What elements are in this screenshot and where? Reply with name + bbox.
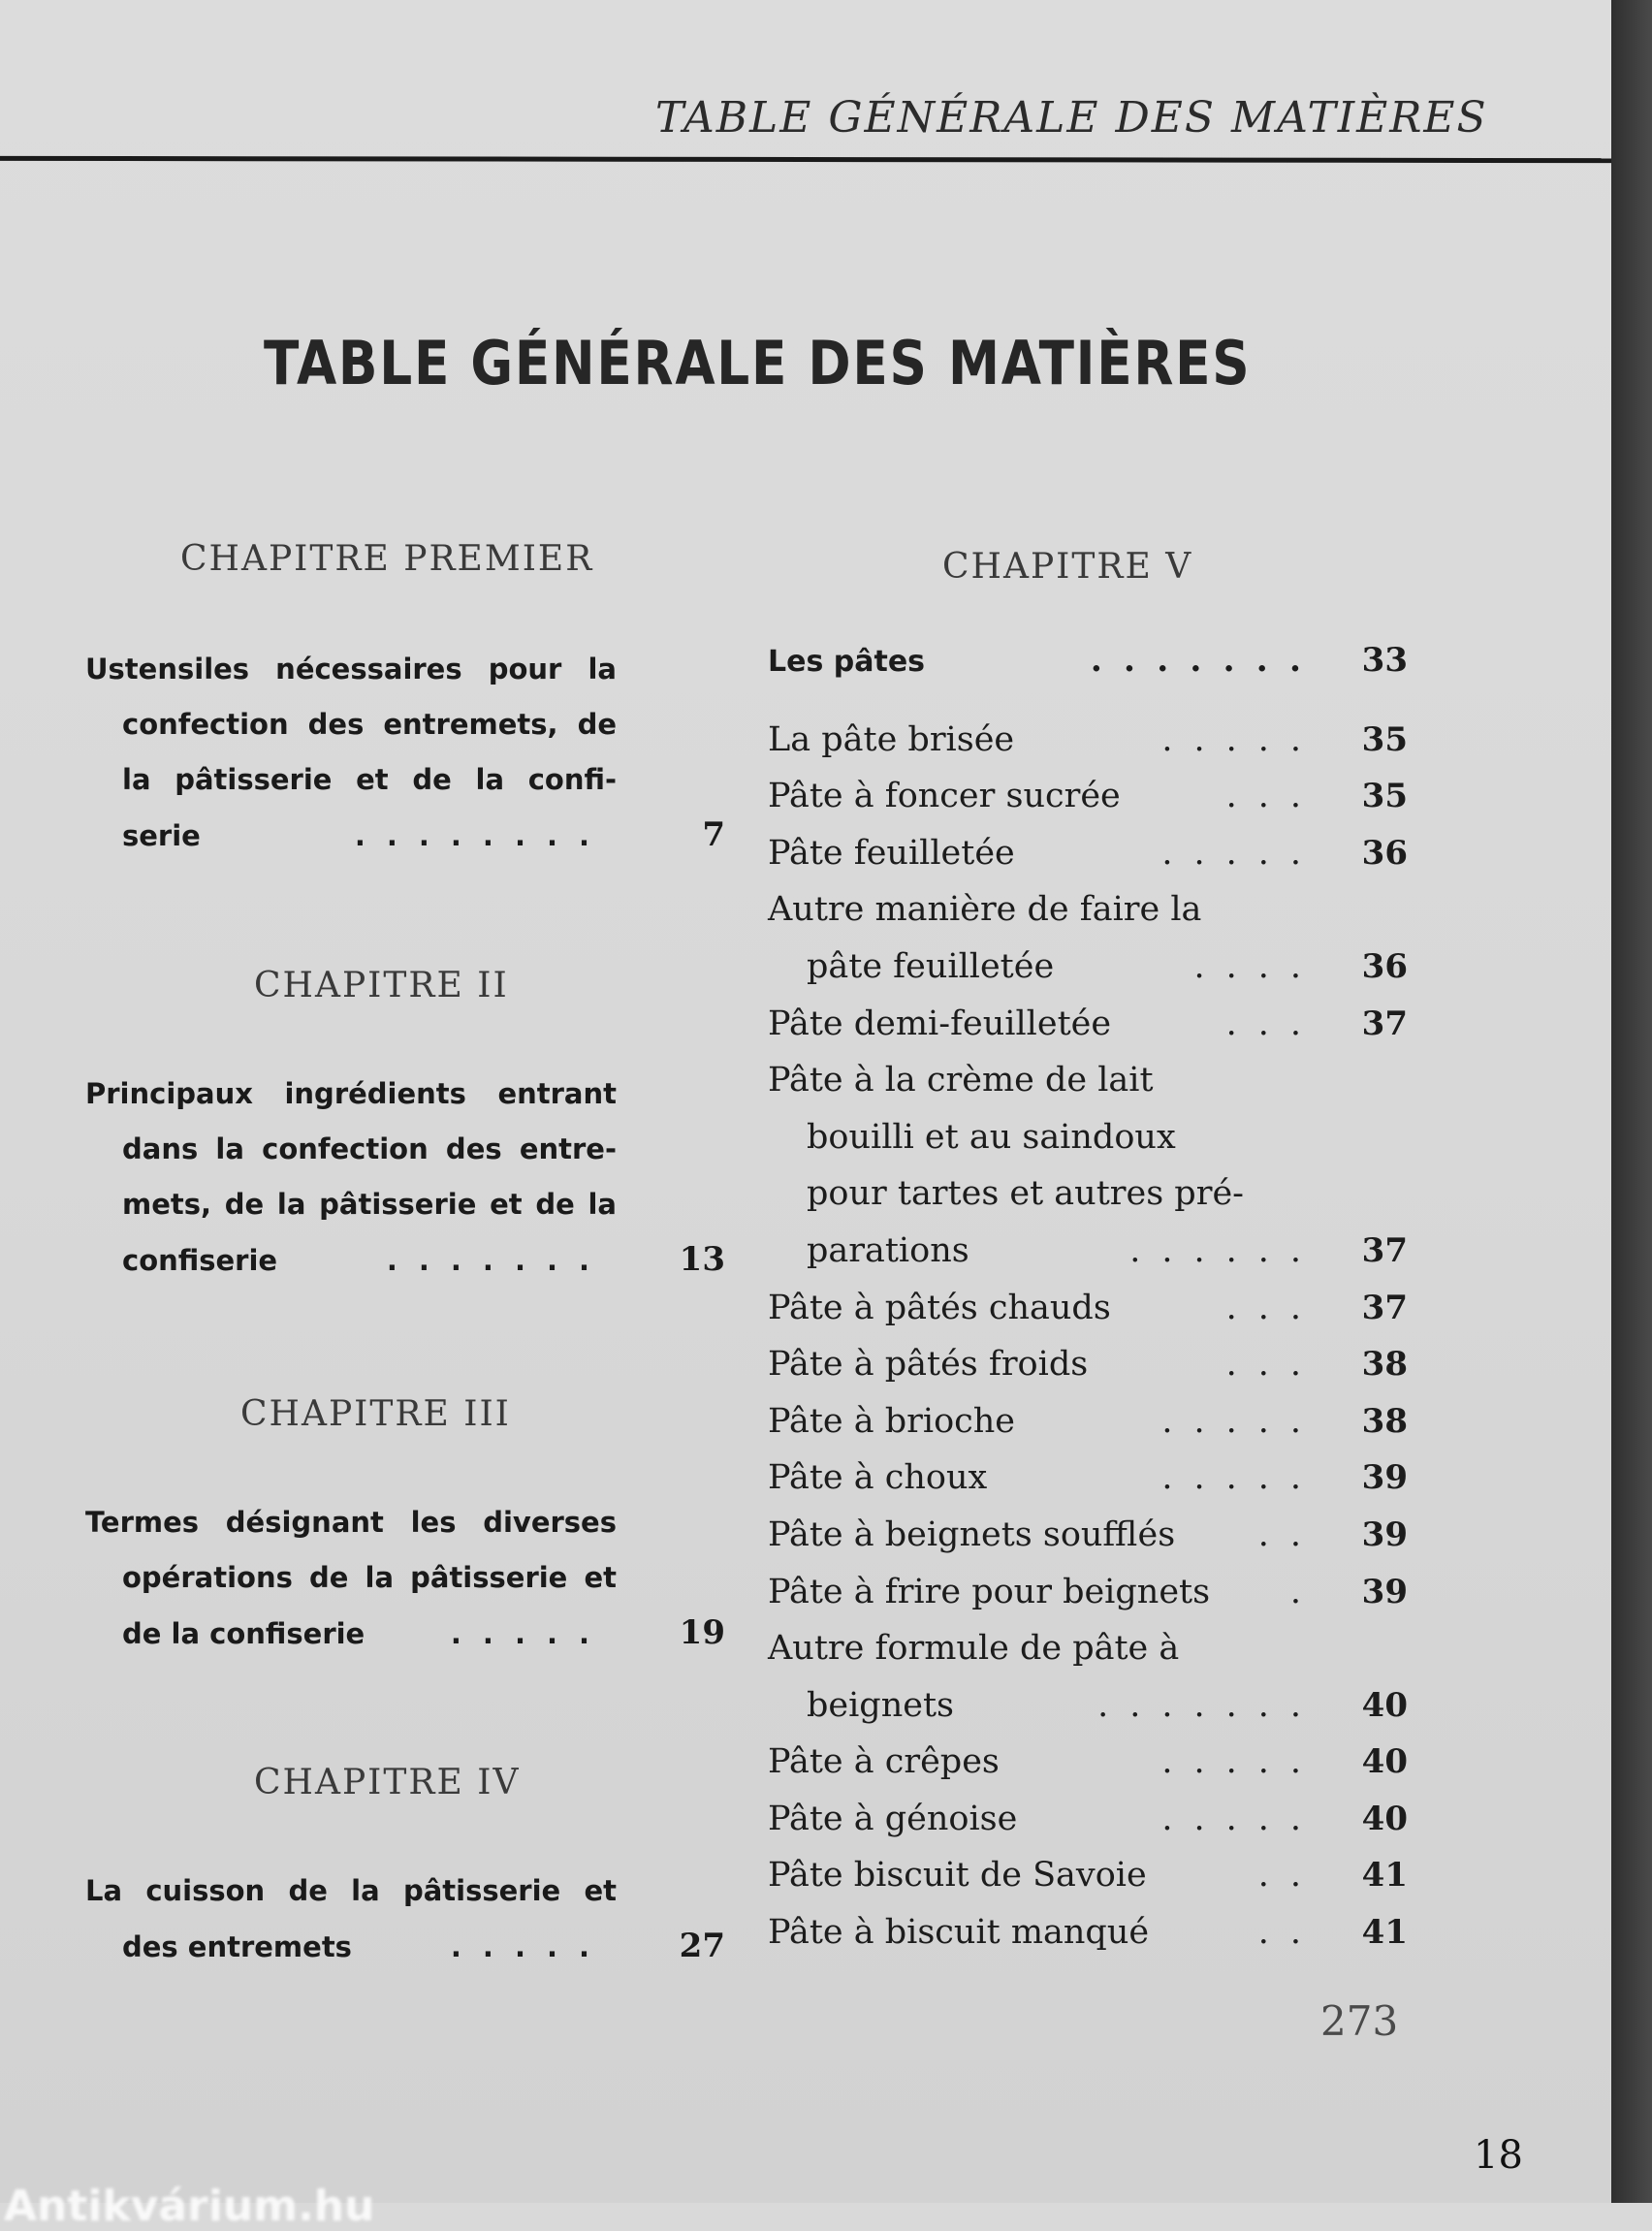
toc-item — [768, 947, 1408, 1004]
entry-line: de la confiserie — [122, 1617, 365, 1650]
toc-item-title: Pâte à brioche — [768, 1401, 1015, 1441]
toc-item-title: parations — [807, 1230, 969, 1270]
toc-item-title: La pâte brisée — [768, 719, 1015, 759]
dot-leader: ..... — [1161, 1401, 1322, 1441]
toc-item — [768, 1061, 1408, 1118]
entry-line: dans la confection des entre- — [122, 1132, 617, 1165]
dot-leader: ... — [1225, 1288, 1322, 1327]
toc-item — [768, 1174, 1408, 1231]
sheet-number: 18 — [1474, 2133, 1523, 2178]
page-number: 40 — [1361, 1685, 1408, 1725]
page-number: 36 — [1361, 833, 1408, 873]
toc-entry-chapter-1 — [85, 642, 725, 864]
watermark: Antikvárium.hu — [4, 2182, 375, 2231]
dot-leader: ..... — [1161, 719, 1322, 759]
entry-line: confection des entremets, de — [122, 708, 617, 741]
toc-item — [768, 1458, 1408, 1515]
toc-item — [768, 1686, 1408, 1743]
dot-leader: ... — [1225, 1004, 1322, 1043]
entry-line: confiserie — [122, 1244, 278, 1277]
toc-item — [768, 1345, 1408, 1402]
section-title-row — [768, 640, 1408, 697]
dot-leader: ..... — [1161, 833, 1322, 873]
chapter-heading-5: CHAPITRE V — [942, 547, 1193, 587]
dot-leader: .... — [1193, 946, 1322, 986]
toc-item-title: beignets — [807, 1685, 954, 1725]
toc-item-title: Pâte demi-feuilletée — [768, 1004, 1112, 1043]
toc-item — [768, 1231, 1408, 1289]
toc-item-title: Pâte à la crème de lait — [768, 1061, 1154, 1100]
page-number: 27 — [679, 1927, 725, 1965]
entry-line: Ustensiles nécessaires pour la — [85, 653, 617, 685]
toc-item — [768, 1629, 1408, 1686]
toc-item-title: bouilli et au saindoux — [807, 1117, 1176, 1157]
page-title: TABLE GÉNÉRALE DES MATIÈRES — [264, 328, 1252, 398]
chapter-heading-4: CHAPITRE IV — [254, 1763, 521, 1802]
page-number: 38 — [1361, 1401, 1408, 1441]
toc-item-title: Pâte à crêpes — [768, 1742, 1000, 1782]
page-number: 13 — [679, 1240, 725, 1279]
toc-entry-chapter-2 — [85, 1067, 725, 1289]
toc-item-title: Autre formule de pâte à — [768, 1629, 1180, 1669]
page-number: 33 — [1361, 641, 1408, 680]
page-number: 37 — [1361, 1004, 1408, 1043]
entry-line: serie — [122, 819, 201, 852]
header-rule — [0, 156, 1611, 163]
page-number: 38 — [1361, 1345, 1408, 1385]
toc-item — [768, 1118, 1408, 1175]
chapter-heading-1: CHAPITRE PREMIER — [180, 539, 594, 579]
toc-item — [768, 834, 1408, 891]
dot-leader: .. — [1257, 1514, 1322, 1554]
toc-item — [768, 1800, 1408, 1857]
toc-item-title: Pâte à génoise — [768, 1799, 1018, 1838]
toc-item-title: Pâte à pâtés froids — [768, 1345, 1089, 1385]
dot-leader: ....... — [1097, 1685, 1322, 1725]
toc-item — [768, 1573, 1408, 1630]
chapter-heading-2: CHAPITRE II — [254, 966, 509, 1005]
toc-item — [768, 1004, 1408, 1062]
page-number: 35 — [1361, 719, 1408, 759]
chapter-heading-3: CHAPITRE III — [240, 1394, 511, 1434]
toc-item-title: Pâte à choux — [768, 1458, 988, 1498]
dot-leader: ..... — [1161, 1742, 1322, 1782]
page-number: 19 — [679, 1613, 725, 1652]
dot-leader: ..... — [450, 1930, 611, 1963]
section-title: Les pâtes — [768, 645, 926, 679]
dot-leader: ..... — [1161, 1799, 1322, 1838]
toc-item-title: Autre manière de faire la — [768, 890, 1202, 930]
page-number: 39 — [1361, 1572, 1408, 1611]
dot-leader: ...... — [1129, 1230, 1322, 1270]
dot-leader: ..... — [450, 1617, 611, 1650]
toc-item — [768, 1913, 1408, 1970]
toc-item — [768, 720, 1408, 778]
toc-item — [768, 777, 1408, 834]
page-number: 39 — [1361, 1514, 1408, 1554]
entry-line: Principaux ingrédients entrant — [85, 1077, 617, 1110]
toc-item — [768, 890, 1408, 947]
toc-item-title: Pâte à foncer sucrée — [768, 777, 1121, 816]
page-number: 41 — [1361, 1913, 1408, 1953]
entry-line: la pâtisserie et de la confi- — [122, 763, 617, 796]
toc-item-title: pour tartes et autres pré- — [807, 1174, 1244, 1214]
dot-leader: ... — [1225, 777, 1322, 816]
toc-entry-chapter-4 — [85, 1864, 725, 1975]
page-number: 39 — [1361, 1458, 1408, 1498]
dot-leader: .. — [1257, 1913, 1322, 1953]
toc-item — [768, 1856, 1408, 1913]
dot-leader: ..... — [1161, 1458, 1322, 1498]
toc-item-title: Pâte à beignets soufflés — [768, 1514, 1176, 1554]
toc-item-title: pâte feuilletée — [807, 946, 1055, 986]
toc-item-title: Pâte feuilletée — [768, 833, 1015, 873]
toc-item-title: Pâte à frire pour beignets — [768, 1572, 1211, 1611]
page-number: 40 — [1361, 1799, 1408, 1838]
dot-leader: ....... — [386, 1244, 611, 1277]
page-number: 41 — [1361, 1856, 1408, 1896]
page-number: 40 — [1361, 1742, 1408, 1782]
toc-item-title: Pâte à biscuit manqué — [768, 1913, 1150, 1953]
entry-line: Termes désignant les diverses — [85, 1506, 617, 1539]
dot-leader: .. — [1257, 1856, 1322, 1896]
toc-entry-chapter-3 — [85, 1495, 725, 1662]
toc-item — [768, 1289, 1408, 1346]
toc-item — [768, 1515, 1408, 1573]
toc-item — [768, 1742, 1408, 1800]
toc-item-title: Pâte à pâtés chauds — [768, 1288, 1111, 1327]
dot-leader: . — [1289, 1572, 1322, 1611]
toc-item-title: Pâte biscuit de Savoie — [768, 1856, 1147, 1896]
page-number: 37 — [1361, 1288, 1408, 1327]
toc-chapter-5-list — [768, 640, 1408, 1970]
book-spine-edge — [1611, 0, 1652, 2203]
dot-leader: ....... — [1090, 640, 1322, 680]
entry-line: des entremets — [122, 1930, 352, 1963]
entry-line: La cuisson de la pâtisserie et — [85, 1874, 617, 1907]
entry-line: mets, de la pâtisserie et de la — [122, 1188, 617, 1221]
folio-page-number: 273 — [1320, 1997, 1399, 2045]
dot-leader: ... — [1225, 1345, 1322, 1385]
running-head: TABLE GÉNÉRALE DES MATIÈRES — [655, 93, 1488, 143]
page-number: 37 — [1361, 1230, 1408, 1270]
dot-leader: ........ — [354, 819, 611, 852]
toc-item — [768, 1402, 1408, 1459]
page-number: 36 — [1361, 946, 1408, 986]
page-number: 35 — [1361, 777, 1408, 816]
page-number: 7 — [702, 815, 725, 854]
entry-line: opérations de la pâtisserie et — [122, 1561, 617, 1594]
